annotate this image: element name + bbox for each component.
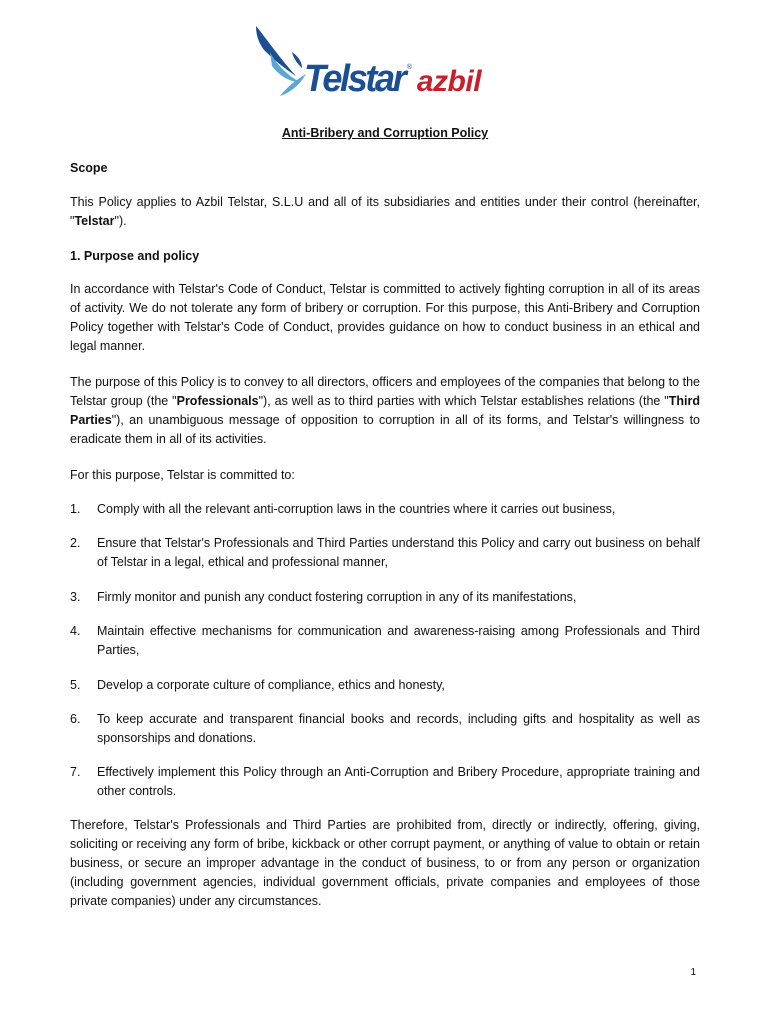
list-item: 1. Comply with all the relevant anti-corruption laws in the countries where it carries out business, (70, 502, 616, 516)
scope-paragraph: This Policy applies to Azbil Telstar, S.L.U and all of its subsidiaries and entities under their control (hereinafter, "Telstar"). (70, 195, 700, 228)
telstar-wordmark: Telstar (304, 58, 405, 100)
page-number: 1 (690, 967, 696, 978)
azbil-wordmark: azbil (416, 65, 482, 98)
list-item: 6. To keep accurate and transparent financial books and records, including gifts and hospitality as well as sponsorships and donations. (70, 712, 700, 745)
list-item: 3. Firmly monitor and punish any conduct fostering corruption in any of its manifestations, (70, 590, 577, 604)
paragraph-prohibition: Therefore, Telstar's Professionals and Third Parties are prohibited from, directly or indirectly, offering, giving, soliciting or receiving any form of bribe, kickback or other corrupt payment, or anything of value to obtain or retain business, or secure an improper advantage in the conduct of business, to or from any person or organization (including government agencies, individual government officials, private companies and employees of those private companies) under any circumstances. (70, 818, 700, 908)
list-item: 2. Ensure that Telstar's Professionals and Third Parties understand this Policy and carry out business on behalf of Telstar in a legal, ethical and professional manner, (70, 536, 700, 569)
scope-heading: Scope (70, 161, 108, 175)
list-item: 7. Effectively implement this Policy through an Anti-Corruption and Bribery Procedure, appropriate training and other controls. (70, 765, 700, 798)
company-logo (252, 22, 514, 106)
paragraph-purpose: In accordance with Telstar's Code of Conduct, Telstar is committed to actively fighting corruption in all of its areas of activity. We do not tolerate any form of bribery or corruption. For this purpose, this Anti-Bribery and Corruption Policy together with Telstar's Code of Conduct, provides guidance on how to conduct business in an ethical and legal manner. (70, 282, 700, 353)
list-item: 4. Maintain effective mechanisms for communication and awareness-raising among Professionals and Third Parties, (70, 624, 700, 657)
paragraph-commitment-intro: For this purpose, Telstar is committed to: (70, 468, 295, 482)
section-1-heading: 1. Purpose and policy (70, 249, 200, 263)
list-item: 5. Develop a corporate culture of compliance, ethics and honesty, (70, 678, 445, 692)
document-title: Anti-Bribery and Corruption Policy (281, 126, 489, 140)
paragraph-conveyance: The purpose of this Policy is to convey to all directors, officers and employees of the companies that belong to the Telstar group (the "Professionals"), as well as to third parties with which Telstar establishes relations (the "Third Parties"), an unambiguous message of opposition to corruption in all of its forms, and Telstar's willingness to eradicate them in all of its activities. (70, 375, 700, 446)
registered-mark: ® (406, 64, 412, 71)
